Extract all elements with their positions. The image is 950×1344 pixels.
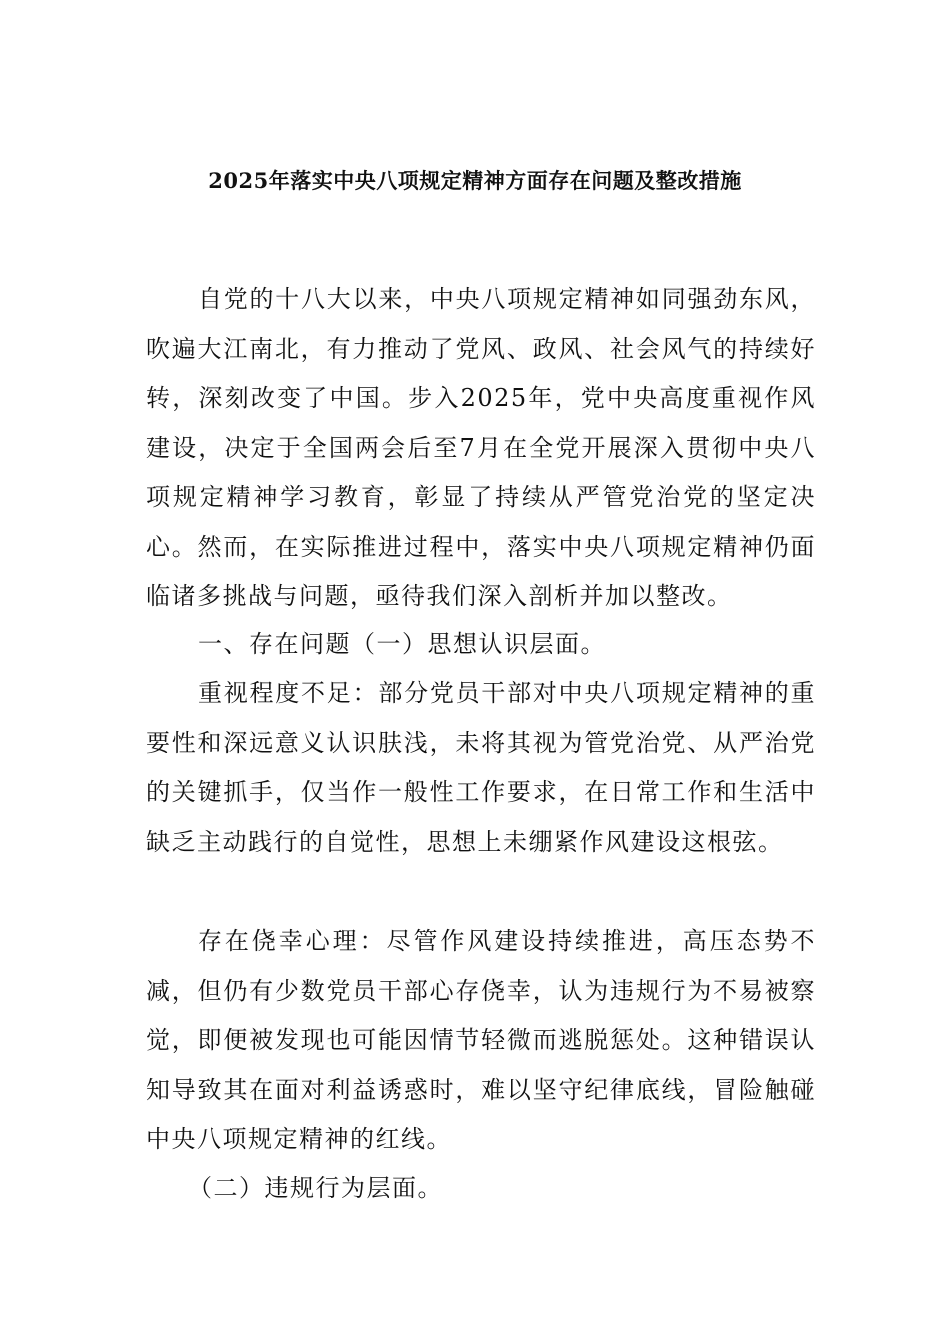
subsection-two-heading: （二）违规行为层面。 xyxy=(188,1174,443,1202)
intro-paragraph: 自党的十八大以来，中央八项规定精神如同强劲东风，吹遍大江南北，有力推动了党风、政风、社会风气的持续好转，深刻改变了中国。步入2025年，党中央高度重视作风建设，决定于全国两会后至7月在全党开展深入贯彻中央八项规定精神学习教育，彰显了持续从严管党治党的坚定决心。然而，在实际推进过程中，落实中央八项规定精神仍面临诸多挑战与问题，亟待我们深入剖析并加以整改。 xyxy=(146,285,816,610)
document-title: 2025年落实中央八项规定精神方面存在问题及整改措施 xyxy=(208,168,742,193)
importance-paragraph: 重视程度不足：部分党员干部对中央八项规定精神的重要性和深远意义认识肤浅，未将其视为管党治党、从严治党的关键抓手，仅当作一般性工作要求，在日常工作和生活中缺乏主动践行的自觉性，思想上未绷紧作风建设这根弦。 xyxy=(146,679,816,856)
section-one-heading: 一、存在问题（一）思想认识层面。 xyxy=(198,630,606,658)
luck-paragraph: 存在侥幸心理：尽管作风建设持续推进，高压态势不减，但仍有少数党员干部心存侥幸，认为违规行为不易被察觉，即便被发现也可能因情节轻微而逃脱惩处。这种错误认知导致其在面对利益诱惑时，难以坚守纪律底线，冒险触碰中央八项规定精神的红线。 xyxy=(146,927,816,1153)
